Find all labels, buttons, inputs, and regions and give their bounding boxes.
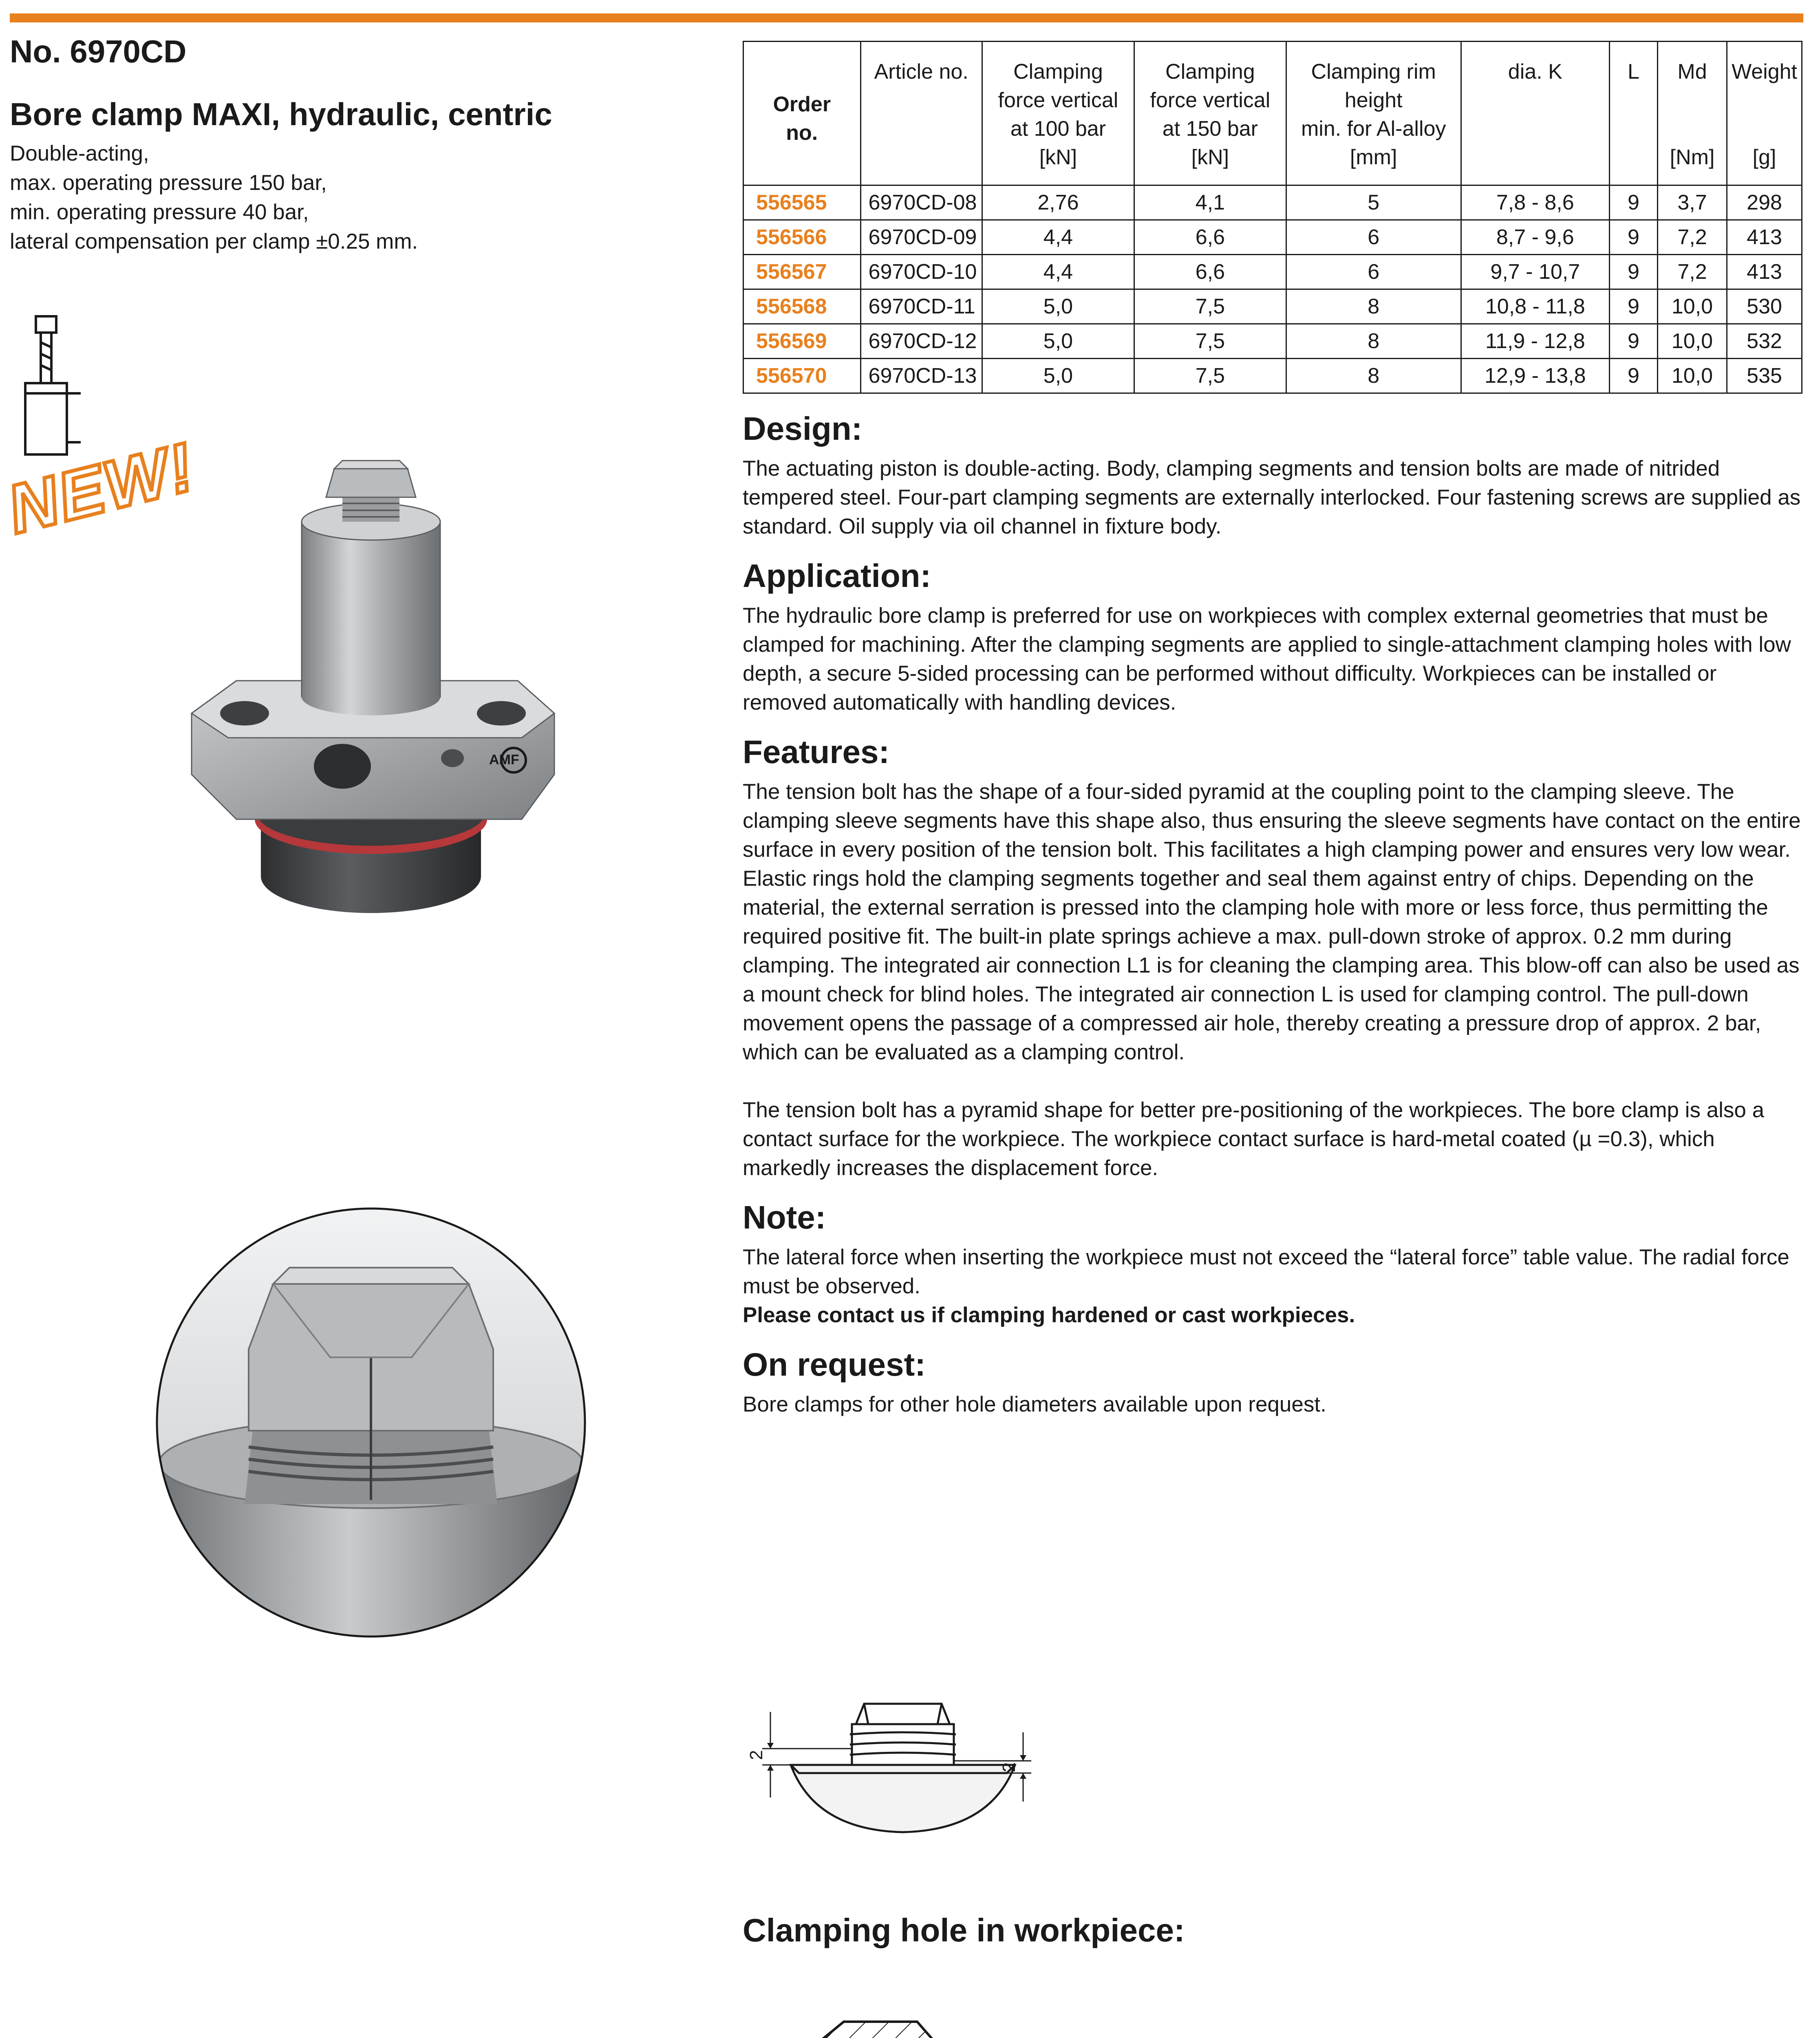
- rim-cell: 6: [1286, 220, 1461, 255]
- header-line: no.: [786, 121, 818, 145]
- table-row: [743, 324, 1802, 359]
- dim-label-left: 2: [746, 1750, 766, 1760]
- col-clamping-rim: [1286, 42, 1461, 185]
- features-heading: Features:: [743, 734, 890, 770]
- spec-table: [743, 41, 1802, 394]
- spec-line: lateral compensation per clamp ±0.25 mm.: [10, 229, 418, 254]
- md-cell: 3,7: [1657, 185, 1727, 220]
- order-number-link[interactable]: 556570: [743, 359, 861, 393]
- on-request-heading: On request:: [743, 1346, 926, 1383]
- article-number: 6970CD-12: [860, 324, 982, 359]
- header-line: min. for Al-alloy: [1301, 117, 1446, 141]
- double-acting-clamp-icon: [20, 314, 85, 461]
- md-cell: 10,0: [1657, 324, 1727, 359]
- col-weight: [1727, 42, 1802, 185]
- table-row: [743, 359, 1802, 393]
- header-line: at 100 bar: [1010, 117, 1106, 141]
- article-number: 6970CD-08: [860, 185, 982, 220]
- header-spacer: [1732, 115, 1797, 143]
- top-accent-bar: [10, 13, 1803, 22]
- product-number: No. 6970CD: [10, 33, 187, 69]
- article-number: 6970CD-11: [860, 289, 982, 324]
- product-title: Bore clamp MAXI, hydraulic, centric: [10, 96, 552, 132]
- spec-line: min. operating pressure 40 bar,: [10, 200, 309, 225]
- l-cell: 9: [1610, 185, 1658, 220]
- force-150-cell: 6,6: [1134, 220, 1286, 255]
- article-number: 6970CD-09: [860, 220, 982, 255]
- clamping-hole-drawing: [774, 1997, 1035, 2038]
- col-md: [1657, 42, 1727, 185]
- detail-photo: [151, 1202, 591, 1643]
- weight-cell: 535: [1727, 359, 1802, 393]
- header-line: [g]: [1752, 146, 1776, 169]
- design-section: [743, 410, 1802, 541]
- spec-line: Double-acting,: [10, 141, 149, 166]
- header-line: Md: [1677, 60, 1707, 84]
- l-cell: 9: [1610, 220, 1658, 255]
- force-150-cell: 7,5: [1134, 359, 1286, 393]
- header-spacer: [1662, 115, 1722, 143]
- l-cell: 9: [1610, 359, 1658, 393]
- application-heading: Application:: [743, 558, 931, 594]
- dia-k-cell: 7,8 - 8,6: [1461, 185, 1609, 220]
- dia-k-cell: 11,9 - 12,8: [1461, 324, 1609, 359]
- spec-line: max. operating pressure 150 bar,: [10, 171, 327, 195]
- weight-cell: 413: [1727, 255, 1802, 289]
- dim-label-right: 2: [999, 1762, 1019, 1772]
- header-line: [kN]: [1191, 146, 1229, 169]
- table-header-row: [743, 42, 1802, 185]
- col-article-no: [860, 42, 982, 185]
- header-line: force vertical: [1150, 88, 1271, 112]
- application-section: [743, 557, 1802, 717]
- rim-cell: 8: [1286, 289, 1461, 324]
- header-line: Order: [773, 93, 831, 116]
- features-text: The tension bolt has the shape of a four-sided pyramid at the coupling point to the clamping sleeve. The clamping sleeve segments have this shape also, thus ensuring the sleeve segments have contact on the entire surface in every position of the tension bolt. This facilitates a high clamping power and ensures very low wear. Elastic rings hold the clamping segments together and seal them against entry of chips. Depending on the material, the external serration is pressed into the clamping hole with more or less force, thus permitting the required positive fit. The built-in plate springs achieve a max. pull-down stroke of approx. 0.2 mm during clamping. The integrated air connection L1 is for cleaning the clamping area. This blow-off can also be used as a mount check for blind holes. The integrated air connection L is used for clamping control. The pull-down movement opens the passage of a compressed air hole, thereby creating a pressure drop of approx. 2 bar, which can be evaluated as a clamping control.: [743, 780, 1801, 1064]
- on-request-section: [743, 1346, 1802, 1419]
- features-section: [743, 733, 1802, 1182]
- l-cell: 9: [1610, 255, 1658, 289]
- note-bold-text: Please contact us if clamping hardened or cast workpieces.: [743, 1303, 1355, 1327]
- note-text: The lateral force when inserting the workpiece must not exceed the “lateral force” table value. The radial force must be observed.: [743, 1245, 1789, 1298]
- dia-k-cell: 12,9 - 13,8: [1461, 359, 1609, 393]
- dia-k-cell: 10,8 - 11,8: [1461, 289, 1609, 324]
- table-row: [743, 185, 1802, 220]
- l-cell: 9: [1610, 289, 1658, 324]
- note-heading: Note:: [743, 1199, 826, 1235]
- header-line: dia. K: [1508, 60, 1562, 84]
- col-order-no: [743, 42, 861, 185]
- weight-cell: 532: [1727, 324, 1802, 359]
- header-line: force vertical: [998, 88, 1118, 112]
- md-cell: 10,0: [1657, 359, 1727, 393]
- order-number-link[interactable]: 556566: [743, 220, 861, 255]
- header-line: at 150 bar: [1162, 117, 1258, 141]
- header-line: Clamping: [1165, 60, 1255, 84]
- header-line: [mm]: [1350, 146, 1397, 169]
- header-line: [kN]: [1039, 146, 1077, 169]
- header-spacer: [1732, 86, 1797, 115]
- order-number-link[interactable]: 556568: [743, 289, 861, 324]
- header-line: height: [1344, 88, 1403, 112]
- order-number-link[interactable]: 556567: [743, 255, 861, 289]
- rim-cell: 8: [1286, 324, 1461, 359]
- table-row: [743, 220, 1802, 255]
- force-100-cell: 5,0: [982, 289, 1134, 324]
- new-badge: NEW!: [0, 428, 203, 548]
- header-line: Weight: [1732, 60, 1797, 84]
- design-heading: Design:: [743, 410, 863, 447]
- article-number: 6970CD-10: [860, 255, 982, 289]
- paragraph-gap: [743, 1067, 1802, 1096]
- table-row: [743, 255, 1802, 289]
- dia-k-cell: 8,7 - 9,6: [1461, 220, 1609, 255]
- md-cell: 7,2: [1657, 220, 1727, 255]
- article-number: 6970CD-13: [860, 359, 982, 393]
- md-cell: 10,0: [1657, 289, 1727, 324]
- brand-mark: AMF: [489, 752, 519, 768]
- product-photo: [167, 452, 579, 942]
- header-line: Clamping: [1013, 60, 1103, 84]
- application-text: The hydraulic bore clamp is preferred for use on workpieces with complex external geometries that must be clamped for machining. After the clamping segments are applied to single-attachment clamping holes with low depth, a secure 5-sided processing can be performed without difficulty. Workpieces can be installed or removed automatically with handling devices.: [743, 604, 1791, 715]
- order-number-link[interactable]: 556569: [743, 324, 861, 359]
- weight-cell: 530: [1727, 289, 1802, 324]
- header-spacer: [1662, 86, 1722, 115]
- clamping-hole-heading: Clamping hole in workpiece:: [743, 1912, 1185, 1948]
- weight-cell: 298: [1727, 185, 1802, 220]
- header-line: L: [1628, 60, 1639, 84]
- on-request-text: Bore clamps for other hole diameters available upon request.: [743, 1392, 1326, 1416]
- col-force-100: [982, 42, 1134, 185]
- rim-cell: 8: [1286, 359, 1461, 393]
- force-150-cell: 7,5: [1134, 289, 1286, 324]
- order-number-link[interactable]: 556565: [743, 185, 861, 220]
- md-cell: 7,2: [1657, 255, 1727, 289]
- header-line: Clamping rim: [1311, 60, 1436, 84]
- force-150-cell: 6,6: [1134, 255, 1286, 289]
- force-100-cell: 5,0: [982, 324, 1134, 359]
- left-column: [10, 33, 686, 256]
- l-cell: 9: [1610, 324, 1658, 359]
- design-text: The actuating piston is double-acting. Body, clamping segments and tension bolts are made of nitrided tempered steel. Four-part clamping segments are externally interlocked. Four fastening screws are supplied as standard. Oil supply via oil channel in fixture body.: [743, 457, 1801, 538]
- rim-cell: 6: [1286, 255, 1461, 289]
- force-150-cell: 4,1: [1134, 185, 1286, 220]
- note-section: [743, 1199, 1802, 1330]
- force-150-cell: 7,5: [1134, 324, 1286, 359]
- dia-k-cell: 9,7 - 10,7: [1461, 255, 1609, 289]
- force-100-cell: 5,0: [982, 359, 1134, 393]
- right-column: [743, 41, 1802, 1419]
- clamping-rim-drawing: [746, 1651, 1039, 1838]
- force-100-cell: 2,76: [982, 185, 1134, 220]
- header-line: Article no.: [874, 60, 968, 84]
- table-row: [743, 289, 1802, 324]
- force-100-cell: 4,4: [982, 220, 1134, 255]
- col-force-150: [1134, 42, 1286, 185]
- force-100-cell: 4,4: [982, 255, 1134, 289]
- rim-cell: 5: [1286, 185, 1461, 220]
- header-line: [Nm]: [1670, 146, 1715, 169]
- col-l: [1610, 42, 1658, 185]
- col-dia-k: [1461, 42, 1609, 185]
- features-text: The tension bolt has a pyramid shape for better pre-positioning of the workpieces. The bore clamp is also a contact surface for the workpiece. The workpiece contact surface is hard-metal coated (µ =0.3), which markedly increases the displacement force.: [743, 1098, 1765, 1180]
- weight-cell: 413: [1727, 220, 1802, 255]
